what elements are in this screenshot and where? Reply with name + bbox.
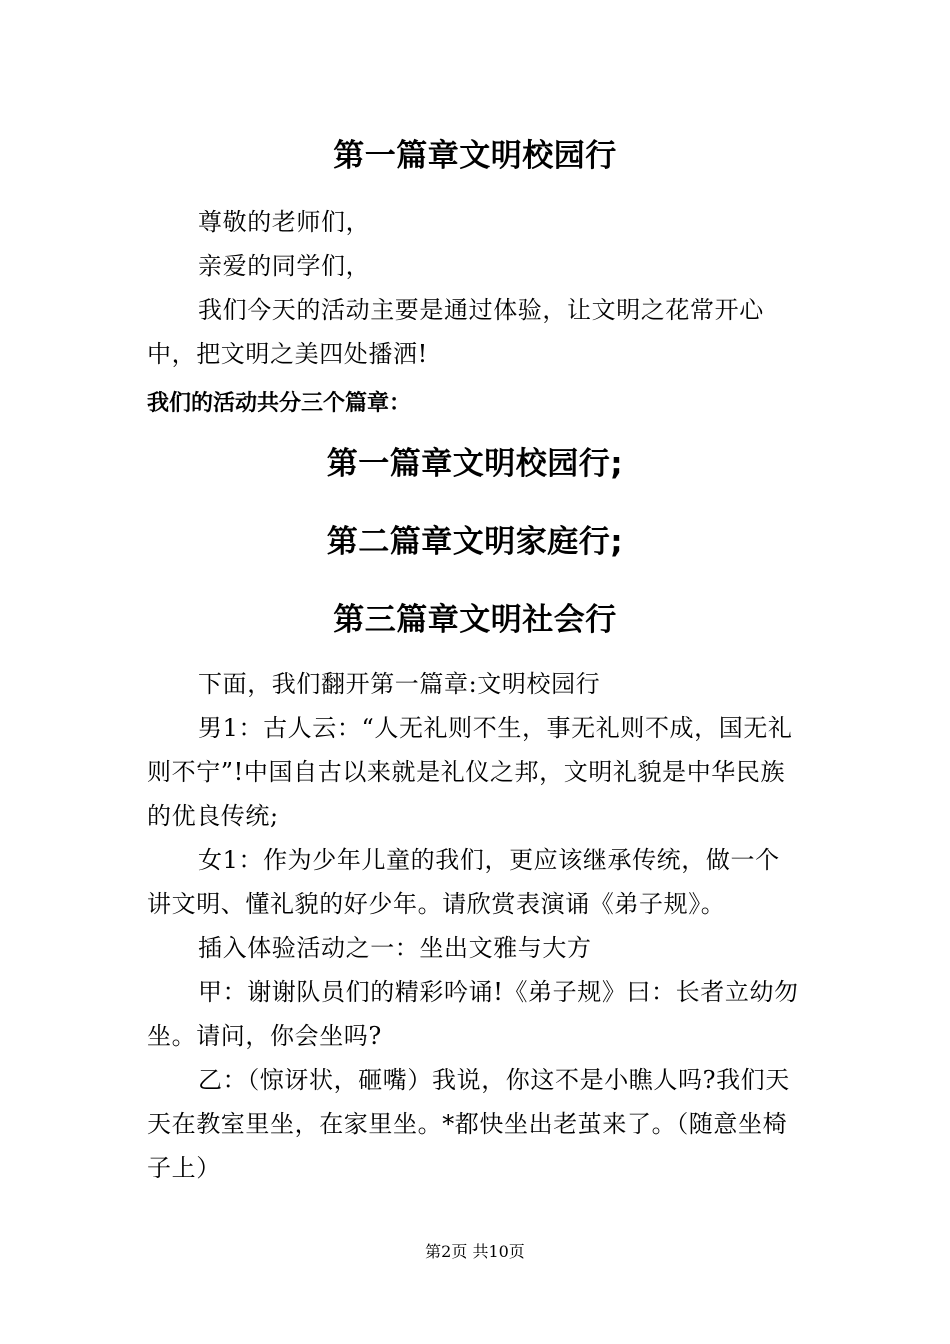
- document-title: 第一篇章文明校园行: [333, 138, 617, 174]
- page-footer: 第2页 共10页: [425, 1242, 525, 1261]
- greeting-teachers: 尊敬的老师们，: [198, 208, 371, 236]
- chapters-heading: 我们的活动共分三个篇章：: [147, 391, 412, 416]
- chapter-title-1: 第一篇章文明校园行;: [326, 446, 624, 482]
- paragraph-yi: 乙：（惊讶状，砸嘴）我说，你这不是小瞧人吗?我们天天在教室里坐，在家里坐。*都快坐出老茧来了。（随意坐椅子上）: [147, 1066, 790, 1182]
- intro-paragraph: 我们今天的活动主要是通过体验，让文明之花常开心中，把文明之美四处播洒!: [147, 296, 764, 368]
- paragraph-jia: 甲：谢谢队员们的精彩吟诵!《弟子规》曰：长者立幼勿坐。请问，你会坐吗?: [147, 978, 799, 1050]
- paragraph-male-1: 男1：古人云：“人无礼则不生，事无礼则不成，国无礼则不宁”!中国自古以来就是礼仪之邦，文明礼貌是中华民族的优良传统;: [147, 714, 793, 830]
- paragraph-open-chapter: 下面，我们翻开第一篇章:文明校园行: [198, 670, 601, 698]
- chapter-title-3: 第三篇章文明社会行: [333, 602, 617, 638]
- greeting-students: 亲爱的同学们，: [198, 252, 371, 280]
- paragraph-activity-1: 插入体验活动之一：坐出文雅与大方: [198, 934, 592, 962]
- paragraph-female-1: 女1：作为少年儿童的我们，更应该继承传统，做一个讲文明、懂礼貌的好少年。请欣赏表演诵《弟子规》。: [147, 846, 780, 918]
- chapter-title-2: 第二篇章文明家庭行;: [326, 524, 624, 560]
